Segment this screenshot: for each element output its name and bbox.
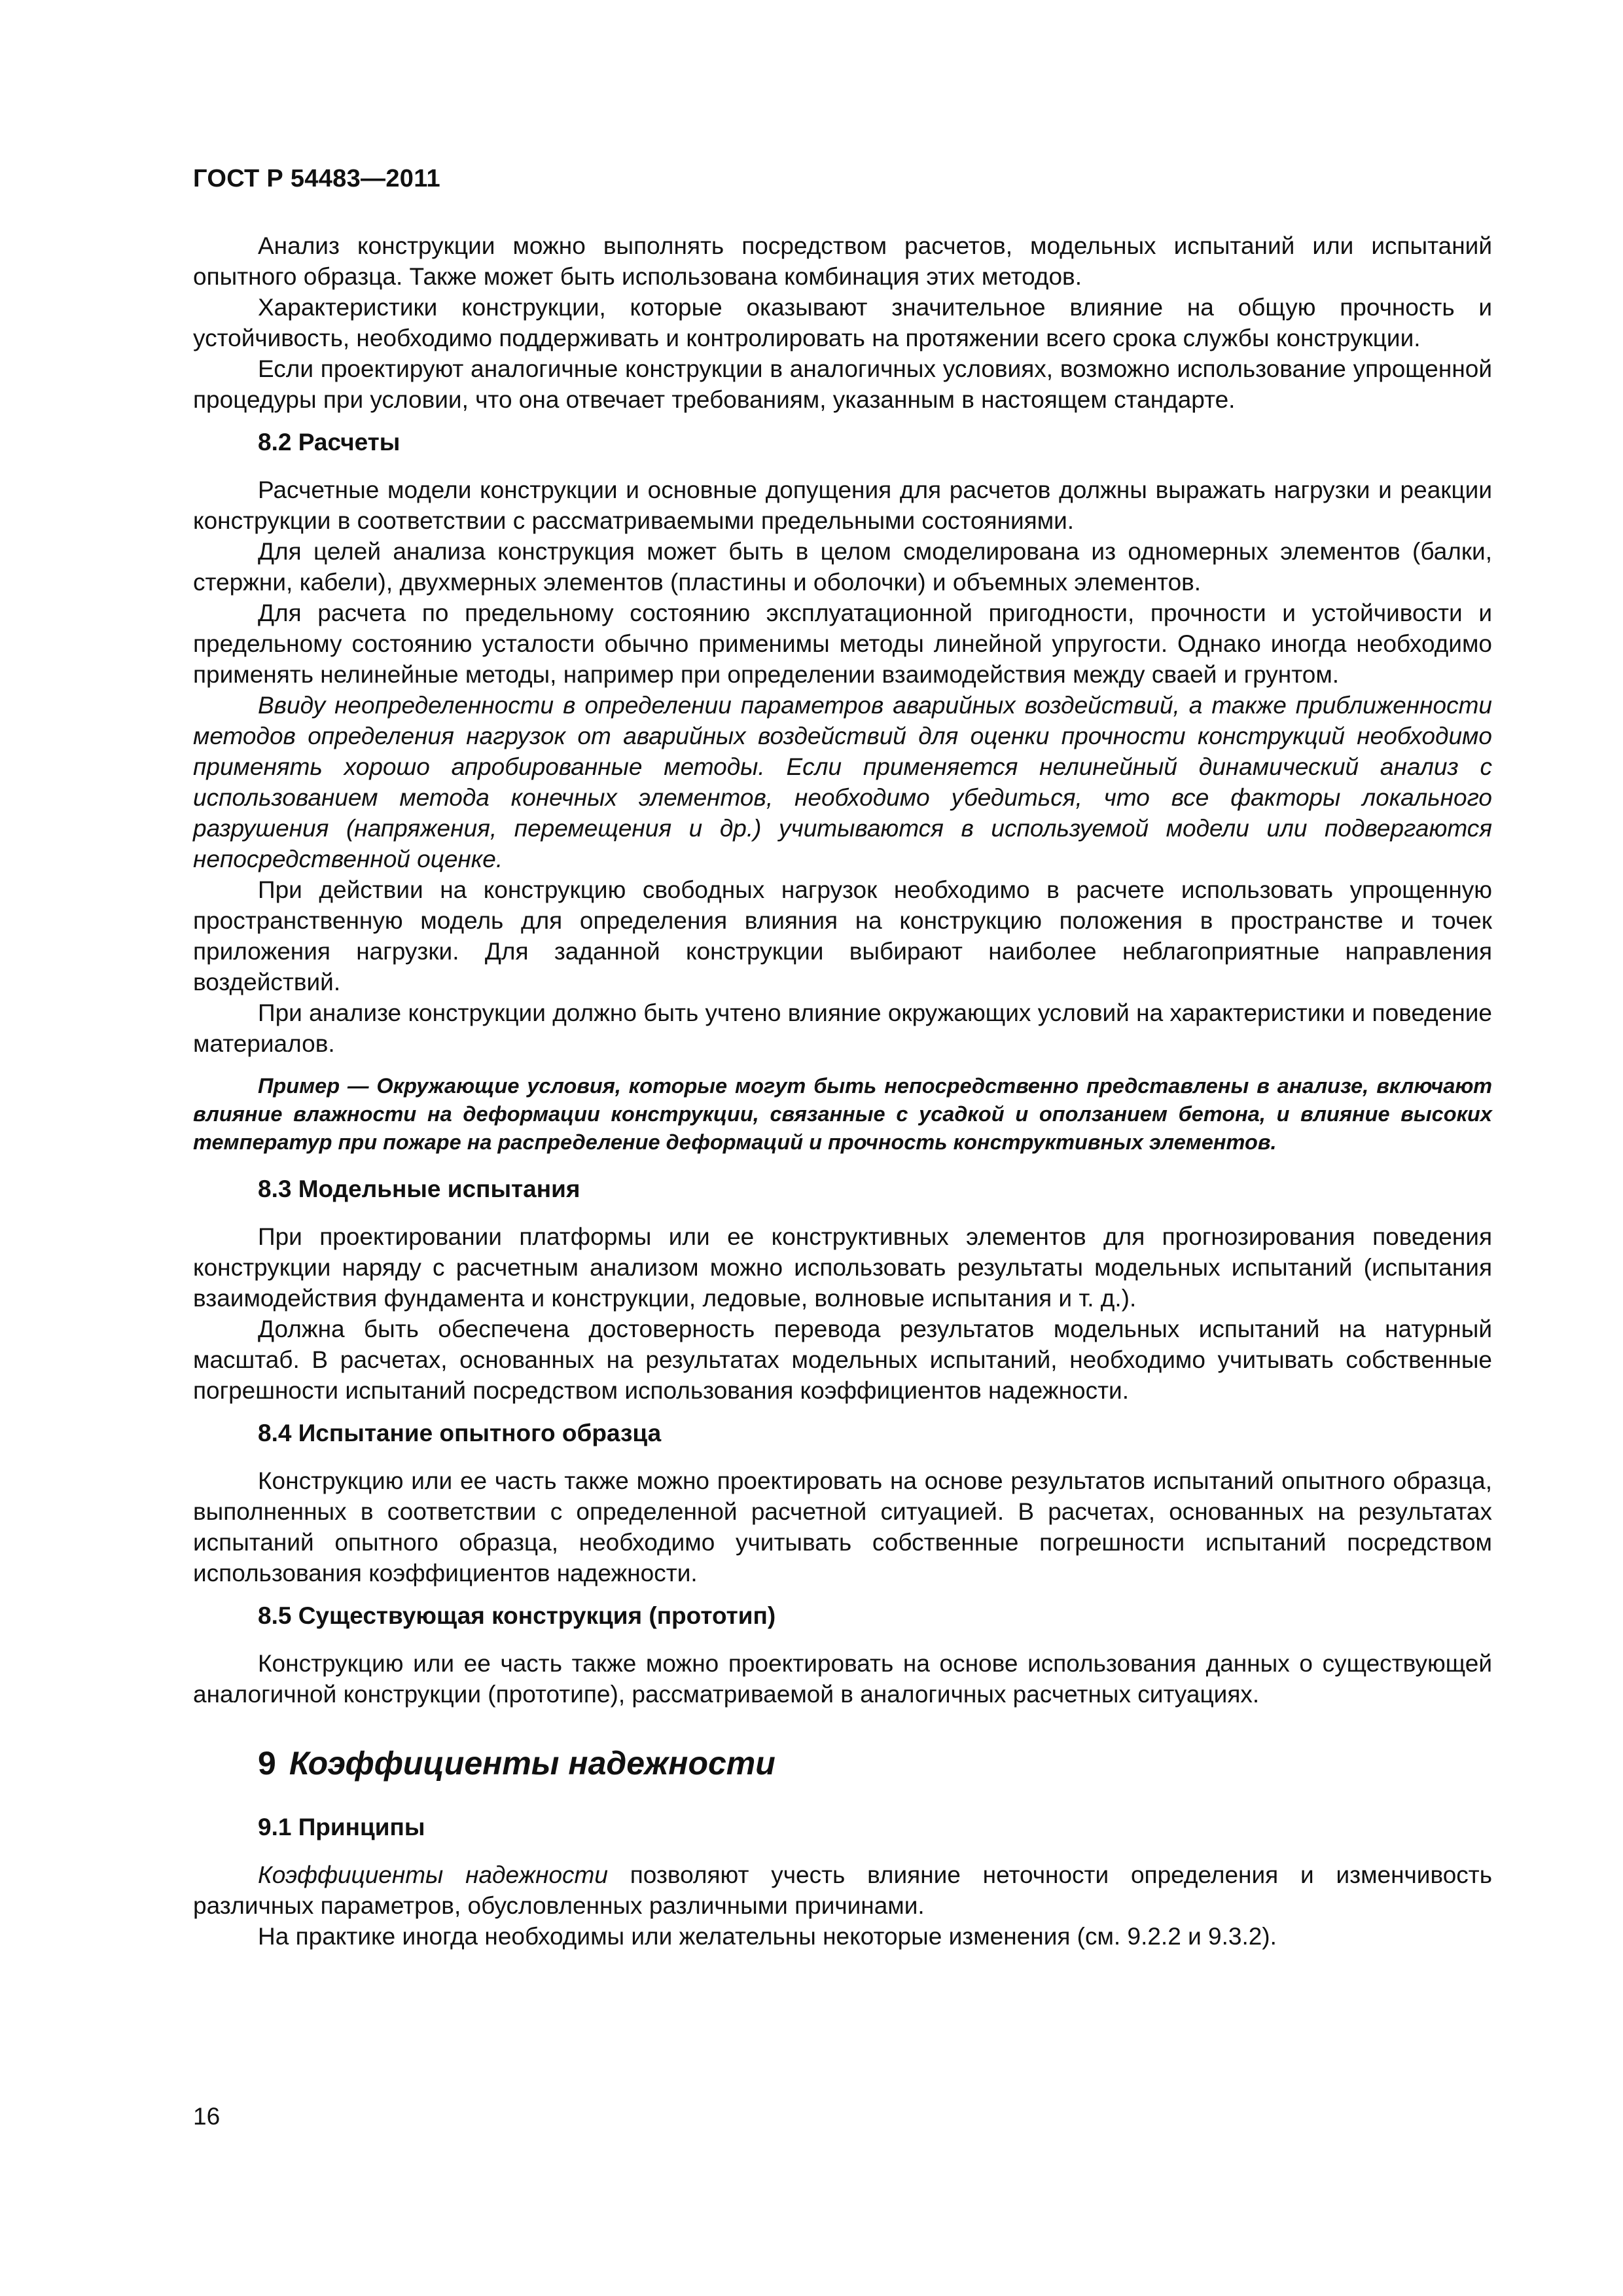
term-highlight: Коэффициенты надежности [258, 1861, 608, 1888]
paragraph: Если проектируют аналогичные конструкции в аналогичных условиях, возможно использование упрощенной процедуры при условии, что она отвечает требованиям, указанным в настоящем стандарте. [193, 355, 1492, 413]
standard-header: ГОСТ Р 54483—2011 [193, 165, 440, 192]
paragraph: Для расчета по предельному состоянию эксплуатационной пригодности, прочности и устойчивости и предельному состоянию усталости обычно применимы методы линейной упругости. Однако иногда необходимо применять нелинейные методы, например при определении взаимодействия между сваей и грунтом. [193, 600, 1492, 688]
chapter-title: Коэффициенты надежности [289, 1745, 776, 1782]
paragraph: Должна быть обеспечена достоверность перевода результатов модельных испытаний на натурный масштаб. В расчетах, основанных на результатах модельных испытаний, необходимо учитывать собственные погрешности испытаний посредством использования коэффициентов надежности. [193, 1316, 1492, 1404]
section-heading-8-2: 8.2 Расчеты [258, 429, 401, 456]
page-number: 16 [193, 2103, 221, 2130]
paragraph: Расчетные модели конструкции и основные допущения для расчетов должны выражать нагрузки и реакции конструкции в соответствии с рассматриваемыми предельными состояниями. [193, 476, 1492, 534]
paragraph: На практике иногда необходимы или желательны некоторые изменения (см. 9.2.2 и 9.3.2). [258, 1923, 1277, 1950]
paragraph: Анализ конструкции можно выполнять посредством расчетов, модельных испытаний или испытаний опытного образца. Также может быть использована комбинация этих методов. [193, 232, 1492, 290]
section-heading-8-4: 8.4 Испытание опытного образца [258, 1420, 662, 1446]
section-heading-8-5: 8.5 Существующая конструкция (прототип) [258, 1602, 776, 1629]
paragraph: Конструкцию или ее часть также можно проектировать на основе использования данных о существующей аналогичной конструкции (прототипе), рассматриваемой в аналогичных расчетных ситуациях. [193, 1650, 1492, 1708]
section-heading-8-3: 8.3 Модельные испытания [258, 1175, 580, 1202]
chapter-number: 9 [258, 1745, 276, 1782]
example-note: Пример — Окружающие условия, которые могут быть непосредственно представлены в анализе, включают влияние влажности на деформации конструкции, связанные с усадкой и оползанием бетона, и влияние высоких температур при пожаре на распределение деформаций и прочность конструктивных элементов. [193, 1074, 1492, 1154]
paragraph: Для целей анализа конструкция может быть в целом смоделирована из одномерных элементов (балки, стержни, кабели), двухмерных элементов (пластины и оболочки) и объемных элементов. [193, 538, 1492, 596]
paragraph-text: позволяют учесть влияние неточности определения и изменчивость различных параметров, обусловленных различными причинами. [193, 1861, 1493, 1919]
document-page [193, 164, 1492, 2238]
paragraph: При действии на конструкцию свободных нагрузок необходимо в расчете использовать упрощенную пространственную модель для определения влияния на конструкцию положения в пространстве и точек приложения нагрузки. Для заданной конструкции выбирают наиболее неблагоприятные направления воздействий. [193, 876, 1492, 996]
chapter-heading-9 [258, 1744, 1492, 1783]
paragraph: При анализе конструкции должно быть учтено влияние окружающих условий на характеристики и поведение материалов. [193, 999, 1492, 1057]
section-heading-9-1: 9.1 Принципы [258, 1814, 425, 1840]
paragraph: При проектировании платформы или ее конструктивных элементов для прогнозирования поведения конструкции наряду с расчетным анализом можно использовать результаты модельных испытаний (испытания взаимодействия фундамента и конструкции, ледовые, волновые испытания и т. д.). [193, 1223, 1492, 1312]
paragraph: Характеристики конструкции, которые оказывают значительное влияние на общую прочность и устойчивость, необходимо поддерживать и контролировать на протяжении всего срока службы конструкции. [193, 294, 1492, 351]
paragraph: Конструкцию или ее часть также можно проектировать на основе результатов испытаний опытного образца, выполненных в соответствии с определенной расчетной ситуацией. В расчетах, основанных на результатах испытаний опытного образца, необходимо учитывать собственные погрешности испытаний посредством использования коэффициентов надежности. [193, 1467, 1492, 1587]
italic-paragraph: Ввиду неопределенности в определении параметров аварийных воздействий, а также приближенности методов определения нагрузок от аварийных воздействий для оценки прочности конструкций необходимо применять хорошо апробированные методы. Если применяется нелинейный динамический анализ с использованием метода конечных элементов, необходимо убедиться, что все факторы локального разрушения (напряжения, перемещения и др.) учитываются в используемой модели или подвергаются непосредственной оценке. [193, 692, 1492, 872]
paragraph [193, 1859, 1492, 1921]
